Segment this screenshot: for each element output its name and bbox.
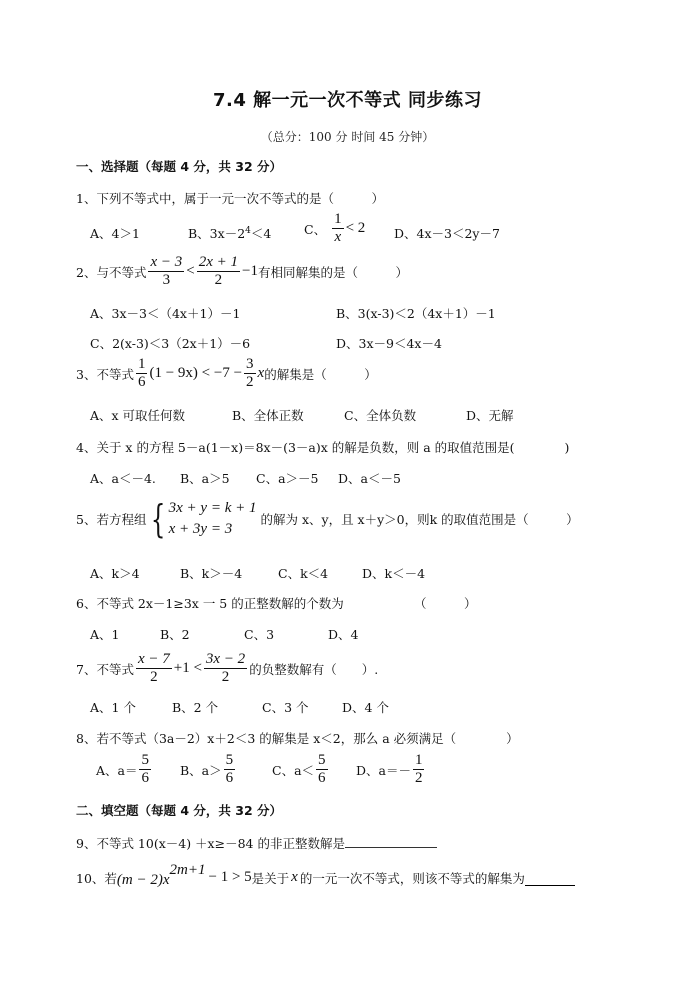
q2-option-c: C、2(x-3)＜3（2x＋1）－6	[90, 336, 251, 351]
q7-option-a: A、1 个	[90, 700, 136, 715]
q4-option-c: C、a＞－5	[256, 471, 319, 486]
question-5-stem: 5、若方程组 { 3x + y = k + 1 x + 3y = 3 的解为 x、y，且 x＋y＞0，则k 的取值范围是（ ）	[76, 497, 579, 541]
q1-option-c: C、 $\frac{1}{x}$ < 2	[304, 211, 366, 245]
q8-option-c: C、a＜ $\frac{5}{6}$	[272, 752, 326, 786]
question-2-stem: 2、与不等式 $\frac{x - 3}{3}$ < $\frac{2x + 1}{2}$ −1 有相同解集的是（ ）	[76, 254, 408, 288]
question-6-stem: 6、不等式 2x－1≥3x 一 5 的正整数解的个数为	[76, 596, 344, 611]
q8-option-d: D、a＝－ $\frac{1}{2}$	[356, 752, 423, 786]
left-brace-icon: {	[151, 497, 166, 541]
q3-option-a: A、x 可取任何数	[90, 408, 186, 423]
q1-option-b: B、$3x-2^4<4$	[188, 225, 272, 241]
fraction: $\frac{2x + 1}{2}$	[198, 254, 238, 288]
q7-option-c: C、3 个	[262, 700, 309, 715]
q6-option-d: D、4	[328, 627, 359, 642]
q8-option-b: B、a＞ $\frac{5}{6}$	[180, 752, 234, 786]
q5-option-a: A、k＞4	[90, 566, 140, 581]
q9-answer-blank[interactable]	[345, 847, 437, 848]
section-heading-choice: 一、选择题（每题 4 分，共 32 分）	[76, 159, 283, 174]
fraction: $\frac{x - 7}{2}$	[137, 651, 170, 685]
fraction: $\frac{3}{2}$	[246, 356, 254, 390]
section-heading-fill: 二、填空题（每题 4 分，共 32 分）	[76, 803, 283, 818]
equation-system: { 3x + y = k + 1 x + 3y = 3	[151, 497, 257, 541]
q6-option-a: A、1	[90, 627, 120, 642]
question-9-stem: 9、不等式 10(x－4) ＋x≥－84 的非正整数解是	[76, 834, 437, 852]
q4-option-d: D、a＜－5	[338, 471, 401, 486]
q5-option-b: B、k＞－4	[180, 566, 243, 581]
fraction: $\frac{1}{x}$	[334, 211, 342, 245]
q6-answer-paren: （ ）	[414, 596, 477, 611]
q6-option-b: B、2	[160, 627, 190, 642]
q6-option-c: C、3	[244, 627, 275, 642]
fraction: $\frac{1}{6}$	[137, 356, 146, 390]
q3-option-b: B、全体正数	[232, 408, 304, 423]
question-1-stem: 1、下列不等式中，属于一元一次不等式的是（ ）	[76, 191, 384, 206]
q10-answer-blank[interactable]	[525, 885, 575, 886]
fraction: $\frac{x - 3}{3}$	[150, 254, 183, 288]
question-10-stem: 10、若 $(m - 2)x^{2m+1}$ − 1 > 5 是关于 x 的一元一次不等式，则该不等式的解集为	[76, 866, 575, 889]
question-8-stem: 8、若不等式（3a－2）x＋2＜3 的解集是 x＜2，那么 a 必须满足（ ）	[76, 731, 519, 746]
q1-option-a: A、4＞1	[90, 226, 140, 241]
q2-option-d: D、3x－9＜4x－4	[336, 336, 442, 351]
q5-option-c: C、k＜4	[278, 566, 329, 581]
q3-option-d: D、无解	[466, 408, 514, 423]
q7-option-b: B、2 个	[172, 700, 219, 715]
q4-option-a: A、a＜－4.	[90, 471, 156, 486]
page-title: 7.4 解一元一次不等式 同步练习	[213, 90, 482, 111]
q2-option-b: B、3(x-3)＜2（4x＋1）－1	[336, 306, 496, 321]
q8-option-a: A、a＝ $\frac{5}{6}$	[96, 752, 149, 786]
q3-option-c: C、全体负数	[344, 408, 417, 423]
fraction: $\frac{3x - 2}{2}$	[205, 651, 246, 685]
q5-option-d: D、k＜－4	[362, 566, 426, 581]
page-subtitle: （总分：100 分 时间 45 分钟）	[260, 130, 435, 144]
q4-option-b: B、a＞5	[180, 471, 230, 486]
question-7-stem: 7、不等式 $\frac{x - 7}{2}$ +1 < $\frac{3x - 2}{2}$ 的负整数解有（ ）.	[76, 651, 379, 685]
q2-option-a: A、3x－3＜（4x＋1）－1	[90, 306, 241, 321]
question-3-stem: 3、不等式 $\frac{1}{6}$ (1 − 9x) < −7 − $\frac{3}{2}$ x 的解集是（ ）	[76, 356, 377, 390]
q1-option-d: D、4x－3＜2y－7	[394, 226, 500, 241]
question-4-stem: 4、关于 x 的方程 5－a(1－x)＝8x－(3－a)x 的解是负数，则 a 的取值范围是( )	[76, 440, 570, 455]
q7-option-d: D、4 个	[342, 700, 389, 715]
